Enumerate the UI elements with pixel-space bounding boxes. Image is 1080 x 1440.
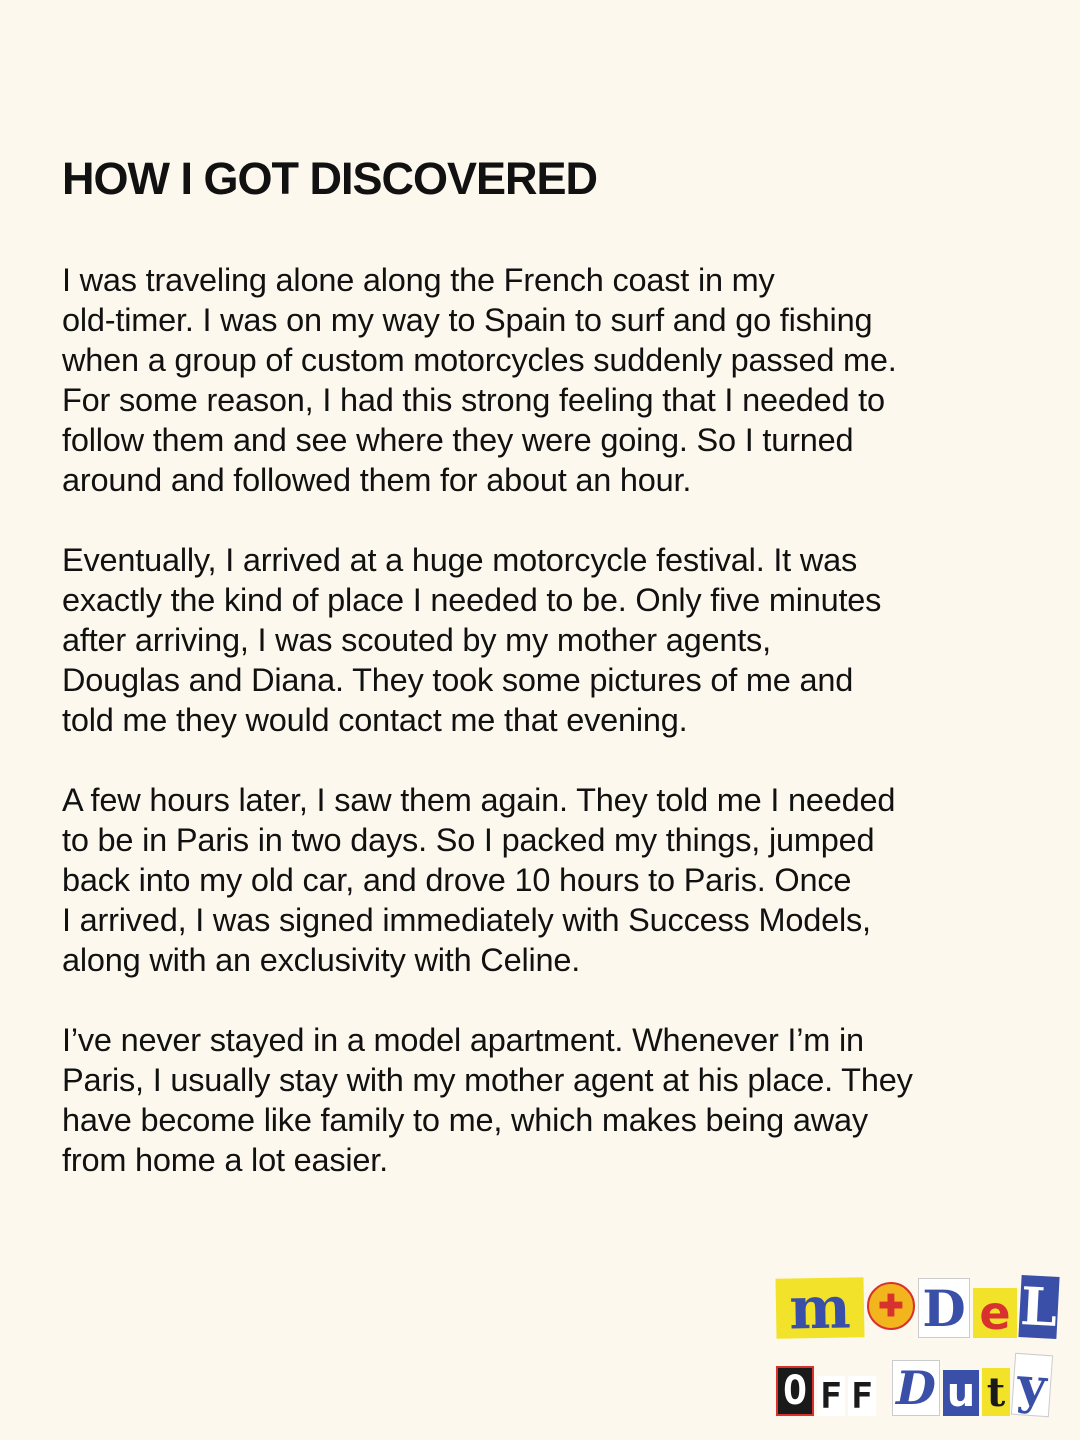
logo-letter-e: e	[973, 1288, 1017, 1338]
logo-letter-m: m	[775, 1277, 864, 1339]
cross-icon: ✚	[878, 1288, 904, 1324]
logo-letter-f-1: F	[817, 1376, 845, 1416]
logo-letter-y: y	[1011, 1353, 1053, 1417]
model-off-duty-logo	[776, 1273, 1059, 1417]
article	[62, 150, 1042, 1220]
logo-letter-d: D	[918, 1278, 970, 1338]
logo-letter-o: O	[776, 1366, 814, 1416]
article-paragraph-2: Eventually, I arrived at a huge motorcycle festival. It was exactly the kind of place I needed to be. Only five minutes after arriving, I was scouted by my mother agents, Douglas and Diana. They took some pictures of me and told me they would contact me that evening.	[62, 542, 882, 738]
logo-letter-f-2: F	[848, 1376, 876, 1416]
logo-letter-d-duty: D	[892, 1360, 940, 1416]
logo-letter-u: u	[943, 1370, 979, 1416]
logo-letter-o-medical-cross	[867, 1282, 915, 1330]
article-paragraph-1: I was traveling alone along the French coast in my old-timer. I was on my way to Spain to surf and go fishing when a group of custom motorcycles suddenly passed me. For some reason, I had this strong feeling that I needed to follow them and see where they were going. So I turned around and followed them for about an hour.	[62, 262, 897, 498]
article-paragraph-4: I’ve never stayed in a model apartment. Whenever I’m in Paris, I usually stay with my mother agent at his place. They have become like family to me, which makes being away from home a lot easier.	[62, 1022, 913, 1178]
article-title: HOW I GOT DISCOVERED	[62, 153, 598, 204]
logo-letter-t: t	[982, 1368, 1010, 1416]
article-paragraph-3: A few hours later, I saw them again. They told me I needed to be in Paris in two days. So I packed my things, jumped back into my old car, and drove 10 hours to Paris. Once I arrived, I was signed immediately with Success Models, along with an exclusivity with Celine.	[62, 782, 896, 978]
logo-row-model	[776, 1273, 1061, 1343]
logo-row-off-duty	[776, 1354, 1054, 1416]
logo-letter-l: L	[1019, 1275, 1059, 1339]
